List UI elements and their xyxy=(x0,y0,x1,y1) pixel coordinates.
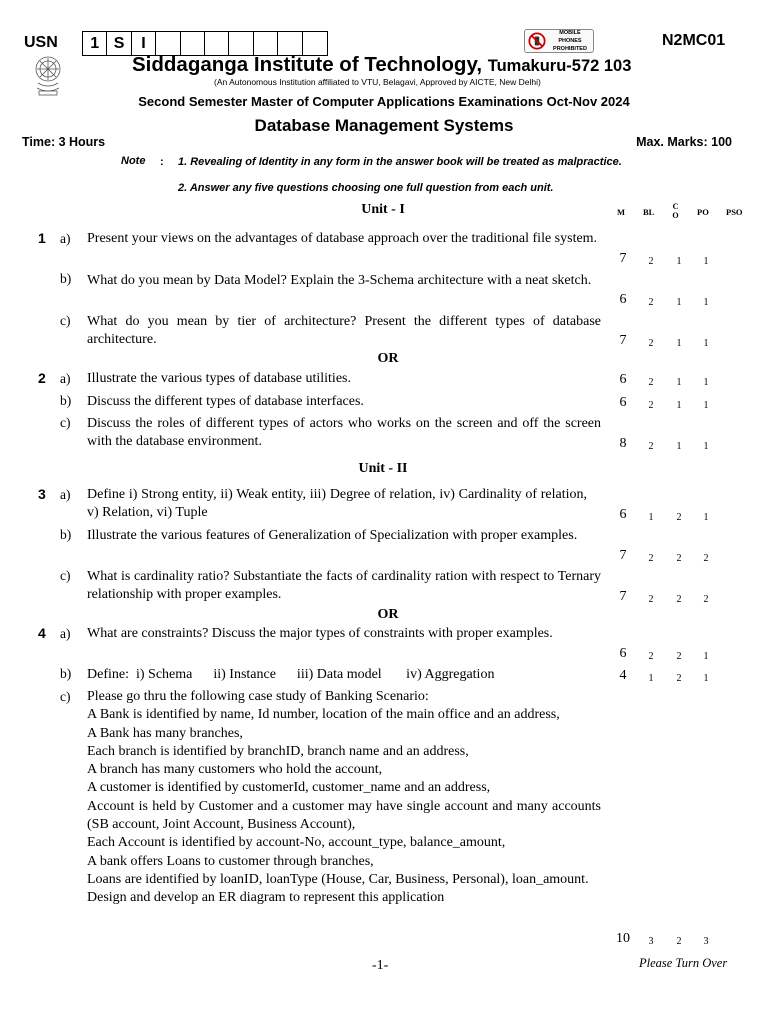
po-value: 1 xyxy=(703,441,709,452)
case-study-line: Loans are identified by loanID, loanType (House, Car, Business, Personal), loan_amount. xyxy=(87,871,589,887)
usn-label: USN xyxy=(24,34,58,51)
or-separator: OR xyxy=(377,351,399,366)
bl-value: 1 xyxy=(648,673,654,684)
institute-affiliation: (An Autonomous Institution affiliated to VTU, Belagavi, Approved by AICTE, New Delhi) xyxy=(214,77,541,87)
bl-value: 2 xyxy=(648,297,654,308)
question-number: 4 xyxy=(38,625,46,641)
institute-name xyxy=(132,53,631,77)
question-text: What do you mean by Data Model? Explain the 3-Schema architecture with a neat sketch. xyxy=(87,273,592,288)
note-colon: : xyxy=(160,156,164,168)
co-value: 2 xyxy=(676,594,682,605)
note-label: Note xyxy=(121,155,146,167)
unit-heading: Unit - II xyxy=(358,461,408,476)
column-header-marks: M xyxy=(617,207,626,217)
institute-city: Tumakuru-572 103 xyxy=(487,57,632,75)
question-text: Define: i) Schema ii) Instance iii) Data model iv) Aggregation xyxy=(87,667,495,682)
or-separator: OR xyxy=(377,607,399,622)
co-value: 2 xyxy=(676,936,682,947)
bl-value: 2 xyxy=(648,553,654,564)
case-study-line: A Bank is identified by name, Id number, location of the main office and an address, xyxy=(87,707,560,723)
subquestion-label: b) xyxy=(60,666,72,681)
usn-box: I xyxy=(132,32,156,55)
phone-notice-text: MOBILE PHONES PROHIBITED xyxy=(553,30,587,52)
column-header-co-text: CO xyxy=(672,202,679,220)
note-line-2: 2. Answer any five questions choosing one full question from each unit. xyxy=(178,182,554,194)
subquestion-label: a) xyxy=(60,487,71,502)
po-value: 1 xyxy=(703,400,709,411)
question-text: Illustrate the various features of Generalization of Specialization with proper examples. xyxy=(87,528,578,543)
column-header-po: PO xyxy=(697,207,709,217)
po-value: 2 xyxy=(703,553,709,564)
question-text: What are constraints? Discuss the major types of constraints with proper examples. xyxy=(87,626,553,641)
co-value: 2 xyxy=(676,651,682,662)
question-number: 3 xyxy=(38,486,46,502)
exam-duration: Time: 3 Hours xyxy=(22,135,106,149)
usn-box xyxy=(205,32,229,55)
case-study-line: A bank offers Loans to customer through branches, xyxy=(87,853,374,869)
max-marks: Max. Marks: 100 xyxy=(636,135,732,149)
po-value: 1 xyxy=(703,673,709,684)
question-text: Discuss the roles of different types of actors who works on the screen and off the screen with the database environment. xyxy=(87,416,601,450)
unit-heading: Unit - I xyxy=(361,202,405,217)
co-value: 2 xyxy=(676,553,682,564)
po-value: 3 xyxy=(703,936,709,947)
usn-box xyxy=(254,32,278,55)
co-value: 1 xyxy=(676,441,682,452)
marks-value: 7 xyxy=(619,333,627,348)
subquestion-label: c) xyxy=(60,415,71,430)
bl-value: 1 xyxy=(648,512,654,523)
marks-value: 4 xyxy=(619,668,627,683)
bl-value: 3 xyxy=(648,936,654,947)
po-value: 1 xyxy=(703,256,709,267)
subquestion-label: c) xyxy=(60,313,71,328)
marks-value: 7 xyxy=(619,251,627,266)
question-number: 2 xyxy=(38,370,46,386)
subquestion-label: c) xyxy=(60,689,71,704)
question-number: 1 xyxy=(38,230,46,246)
case-study-line: A Bank has many branches, xyxy=(87,725,243,741)
case-study-line: Design and develop an ER diagram to represent this application xyxy=(87,890,445,906)
case-study-line: Each Account is identified by account-No, account_type, balance_amount, xyxy=(87,835,506,851)
po-value: 1 xyxy=(703,377,709,388)
subquestion-label: a) xyxy=(60,626,71,641)
co-value: 2 xyxy=(676,512,682,523)
usn-box xyxy=(278,32,302,55)
bl-value: 2 xyxy=(648,594,654,605)
marks-value: 6 xyxy=(619,395,627,410)
usn-box xyxy=(229,32,253,55)
po-value: 1 xyxy=(703,338,709,349)
question-text: Define i) Strong entity, ii) Weak entity, iii) Degree of relation, iv) Cardinality of relation, v) Relation, vi) Tuple xyxy=(87,487,587,521)
marks-value: 6 xyxy=(619,372,627,387)
subject-title: Database Management Systems xyxy=(254,116,514,135)
marks-value: 6 xyxy=(619,507,627,522)
subquestion-label: b) xyxy=(60,271,72,286)
institute-title: Siddaganga Institute of Technology, xyxy=(132,53,483,76)
paper-code: N2MC01 xyxy=(662,32,726,49)
case-study-text xyxy=(87,688,601,908)
note-line-1: 1. Revealing of Identity in any form in the answer book will be treated as malpractice. xyxy=(178,156,622,168)
institute-logo-icon xyxy=(34,55,62,97)
marks-value: 7 xyxy=(619,548,627,563)
bl-value: 2 xyxy=(648,651,654,662)
please-turn-over: Please Turn Over xyxy=(639,956,728,970)
column-header-pso: PSO xyxy=(726,207,743,217)
marks-value: 6 xyxy=(619,646,627,661)
marks-value: 7 xyxy=(619,589,627,604)
case-study-line: Each branch is identified by branchID, branch name and an address, xyxy=(87,743,469,759)
question-text: Illustrate the various types of database utilities. xyxy=(87,371,351,386)
case-study-line: A customer is identified by customerId, customer_name and an address, xyxy=(87,780,491,796)
marks-value: 6 xyxy=(619,292,627,307)
case-study-line: Account is held by Customer and a customer may have single account and many accounts (SB account, Joint Account, Business Account), xyxy=(87,798,601,833)
exam-title: Second Semester Master of Computer Applications Examinations Oct-Nov 2024 xyxy=(138,94,630,109)
subquestion-label: b) xyxy=(60,527,72,542)
po-value: 1 xyxy=(703,651,709,662)
bl-value: 2 xyxy=(648,256,654,267)
marks-value: 8 xyxy=(619,436,627,451)
usn-box: S xyxy=(107,32,131,55)
bl-value: 2 xyxy=(648,441,654,452)
column-header-bl: BL xyxy=(643,207,655,217)
bl-value: 2 xyxy=(648,400,654,411)
case-study-line: A branch has many customers who hold the account, xyxy=(87,762,383,778)
bl-value: 2 xyxy=(648,377,654,388)
question-text: What is cardinality ratio? Substantiate the facts of cardinality ration with respect to Ternary relationship with proper examples. xyxy=(87,569,601,603)
subquestion-label: a) xyxy=(60,231,71,246)
question-text: Discuss the different types of database interfaces. xyxy=(87,394,364,409)
co-value: 1 xyxy=(676,256,682,267)
question-text: What do you mean by tier of architecture? Present the different types of database architecture. xyxy=(87,314,601,348)
subquestion-label: a) xyxy=(60,371,71,386)
question-text: Present your views on the advantages of database approach over the traditional file system. xyxy=(87,231,598,246)
bl-value: 2 xyxy=(648,338,654,349)
mobile-phones-prohibited-badge xyxy=(524,29,594,53)
usn-box xyxy=(156,32,180,55)
co-value: 1 xyxy=(676,338,682,349)
subquestion-label: b) xyxy=(60,393,72,408)
co-value: 1 xyxy=(676,377,682,388)
po-value: 2 xyxy=(703,594,709,605)
usn-box xyxy=(181,32,205,55)
usn-box: 1 xyxy=(83,32,107,55)
page-number: -1- xyxy=(372,958,389,973)
no-phone-icon xyxy=(528,32,546,50)
subquestion-label: c) xyxy=(60,568,71,583)
po-value: 1 xyxy=(703,297,709,308)
co-value: 1 xyxy=(676,400,682,411)
usn-box xyxy=(303,32,327,55)
po-value: 1 xyxy=(703,512,709,523)
case-study-line: Please go thru the following case study of Banking Scenario: xyxy=(87,689,429,704)
co-value: 2 xyxy=(676,673,682,684)
marks-value: 10 xyxy=(616,931,630,946)
co-value: 1 xyxy=(676,297,682,308)
